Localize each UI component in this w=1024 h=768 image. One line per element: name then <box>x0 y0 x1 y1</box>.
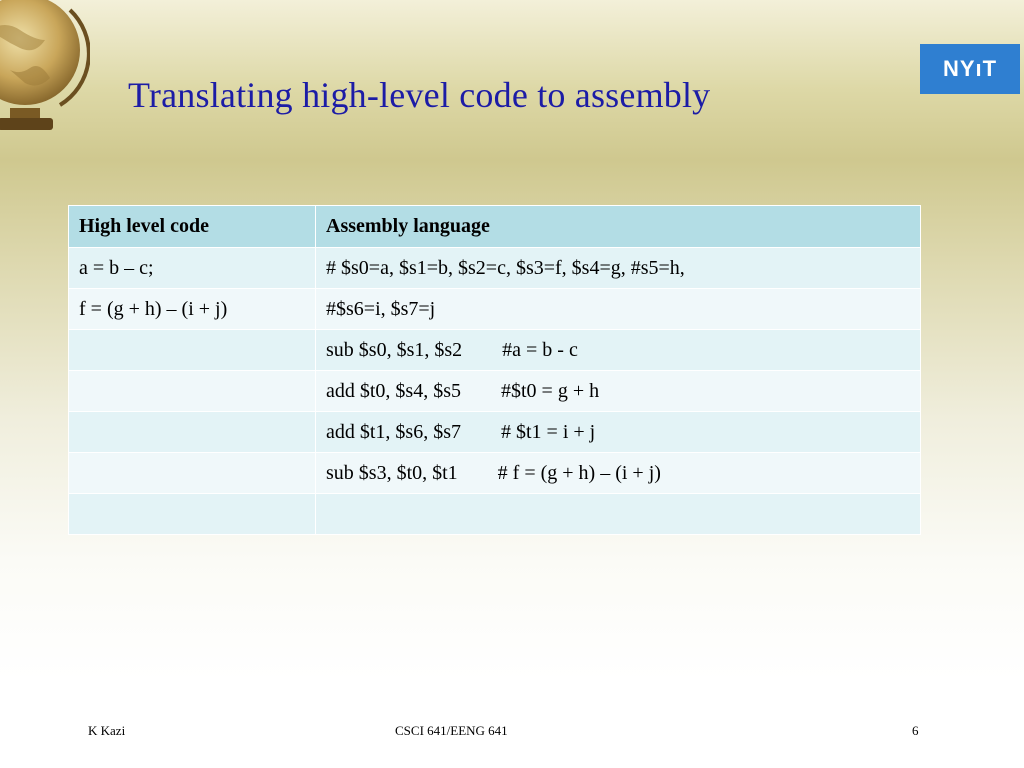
footer-author: K Kazi <box>88 723 126 738</box>
assembly-cell: add $t0, $s4, $s5 #$t0 = g + h <box>316 371 921 412</box>
table-row <box>69 453 921 494</box>
header-high-level-code: High level code <box>69 206 316 248</box>
code-translation-table <box>68 205 921 535</box>
high-level-cell <box>69 330 316 371</box>
assembly-cell <box>316 494 921 535</box>
high-level-cell <box>69 494 316 535</box>
assembly-cell: sub $s0, $s1, $s2 #a = b - c <box>316 330 921 371</box>
table-row <box>69 289 921 330</box>
table-row <box>69 248 921 289</box>
globe-image <box>0 0 90 140</box>
high-level-cell <box>69 371 316 412</box>
assembly-cell: #$s6=i, $s7=j <box>316 289 921 330</box>
assembly-cell: # $s0=a, $s1=b, $s2=c, $s3=f, $s4=g, #s5=h, <box>316 248 921 289</box>
table-row <box>69 371 921 412</box>
high-level-cell <box>69 453 316 494</box>
header-assembly-language: Assembly language <box>316 206 921 248</box>
table-header-row <box>69 206 921 248</box>
table-row <box>69 494 921 535</box>
high-level-cell: f = (g + h) – (i + j) <box>69 289 316 330</box>
high-level-cell <box>69 412 316 453</box>
assembly-cell: add $t1, $s6, $s7 # $t1 = i + j <box>316 412 921 453</box>
nyit-logo <box>920 44 1020 94</box>
assembly-cell: sub $s3, $t0, $t1 # f = (g + h) – (i + j) <box>316 453 921 494</box>
table-row <box>69 330 921 371</box>
logo-text: NYıT <box>942 56 998 81</box>
table-row <box>69 412 921 453</box>
high-level-cell: a = b – c; <box>69 248 316 289</box>
footer-page-number: 6 <box>912 723 919 738</box>
slide-title: Translating high-level code to assembly <box>128 75 711 115</box>
footer-course: CSCI 641/EENG 641 <box>395 723 508 738</box>
